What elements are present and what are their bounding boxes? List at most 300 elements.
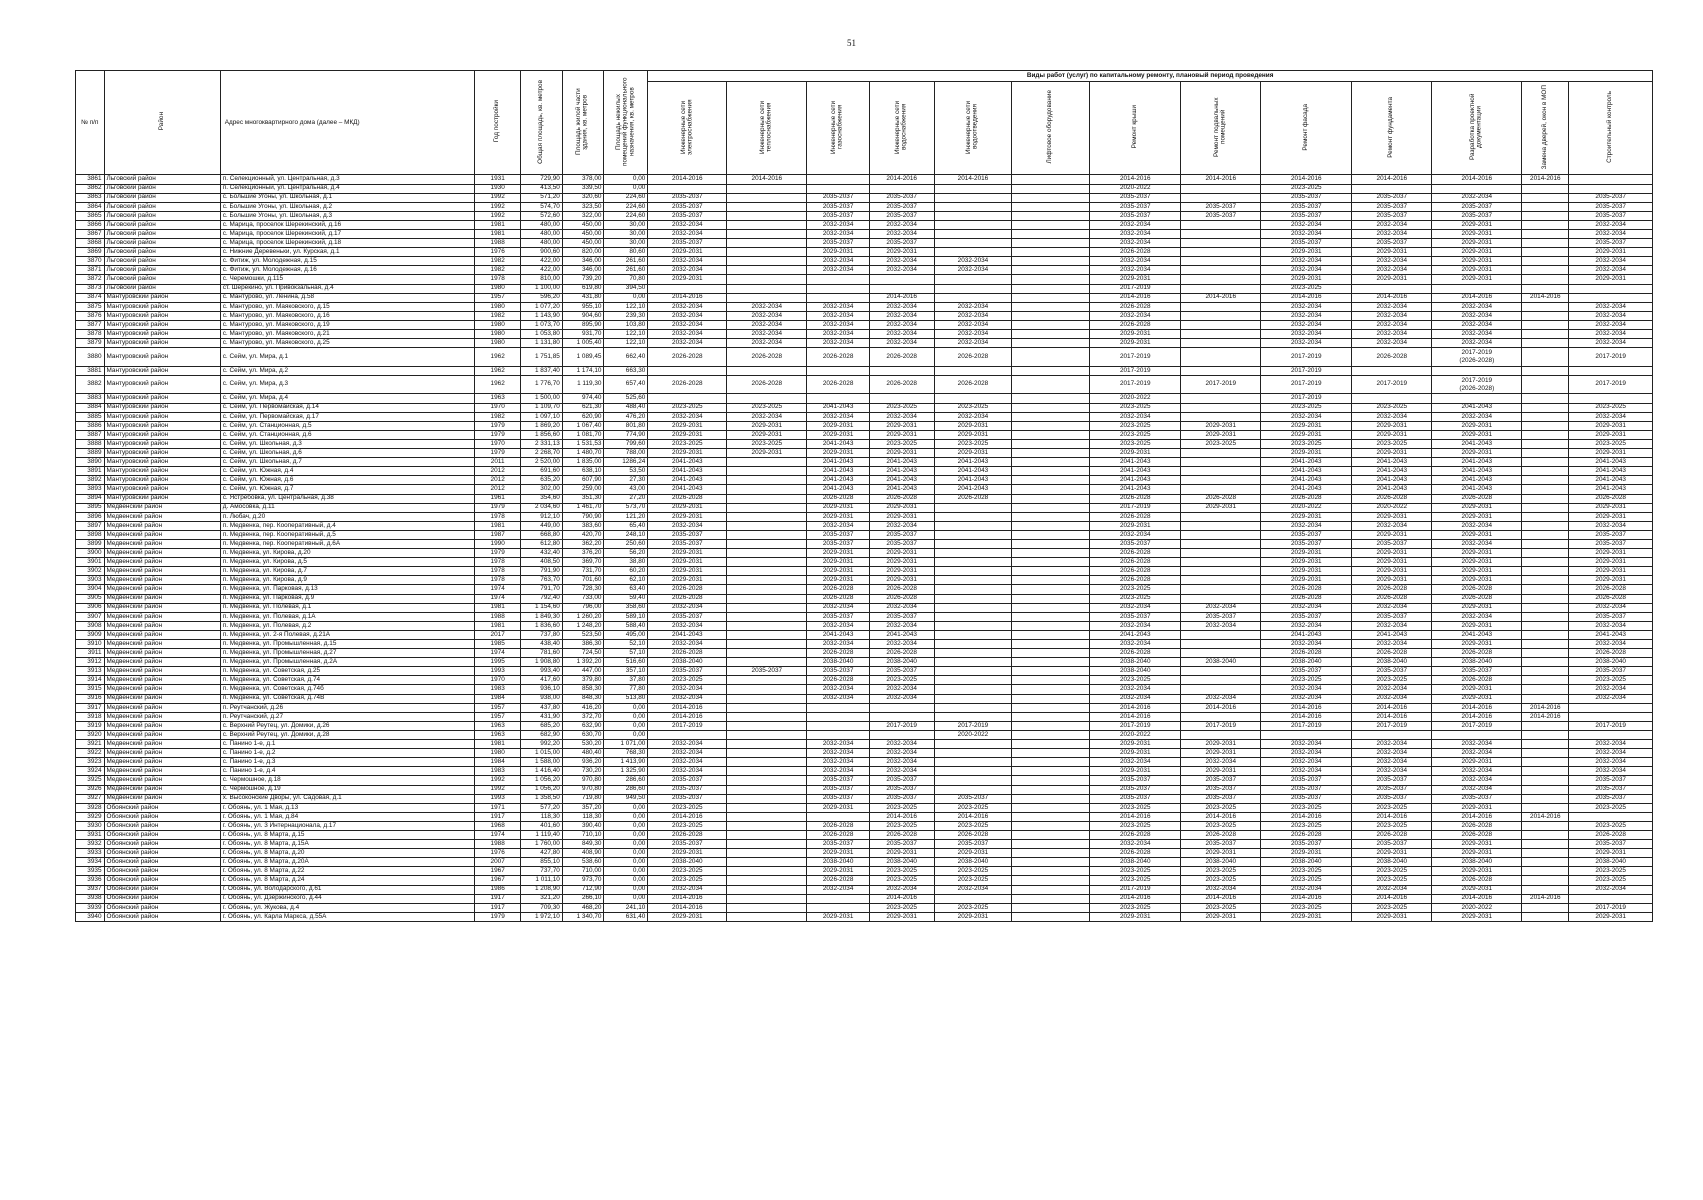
table-cell: 2014-2016 bbox=[1432, 293, 1522, 302]
table-cell: с. Марица, проселок Шерекинский, д.18 bbox=[220, 239, 474, 248]
table-cell: 2041-2043 bbox=[1432, 485, 1522, 494]
table-cell: 2029-2031 bbox=[1432, 867, 1522, 876]
table-cell: 2029-2031 bbox=[1432, 220, 1522, 229]
table-cell: Мантуровский район bbox=[104, 330, 220, 339]
table-cell bbox=[934, 512, 1012, 521]
table-cell bbox=[934, 685, 1012, 694]
table-cell: 1984 bbox=[475, 694, 521, 703]
table-cell: Медвенский район bbox=[104, 730, 220, 739]
table-cell: 2026-2028 bbox=[648, 494, 727, 503]
table-cell: 2032-2034 bbox=[807, 521, 870, 530]
table-cell: 657,40 bbox=[604, 375, 648, 394]
table-cell: 2035-2037 bbox=[1090, 776, 1181, 785]
table-cell bbox=[1522, 603, 1569, 612]
table-cell: г. Обоянь, ул. 8 Марта, д.22 bbox=[220, 867, 474, 876]
table-cell bbox=[1012, 649, 1090, 658]
table-cell: 3906 bbox=[76, 603, 105, 612]
table-cell: 1 005,40 bbox=[562, 339, 604, 348]
table-cell: 2032-2034 bbox=[869, 767, 934, 776]
table-cell: 2029-2031 bbox=[1569, 912, 1653, 921]
table-cell: 30,00 bbox=[604, 229, 648, 238]
table-cell: 2035-2037 bbox=[807, 785, 870, 794]
table-cell: Льговский район bbox=[104, 284, 220, 293]
header-year-label: Год постройки bbox=[493, 100, 501, 143]
table-cell bbox=[1181, 275, 1261, 284]
table-cell: 2032-2034 bbox=[1352, 685, 1432, 694]
table-cell bbox=[727, 621, 807, 630]
table-cell: 2029-2031 bbox=[727, 421, 807, 430]
table-cell: 2023-2025 bbox=[1569, 867, 1653, 876]
table-cell: 2035-2037 bbox=[648, 211, 727, 220]
table-cell: с. Панино 1-е, д.3 bbox=[220, 758, 474, 767]
table-cell: 2026-2028 bbox=[1090, 494, 1181, 503]
table-cell: 2041-2043 bbox=[934, 476, 1012, 485]
table-cell: Обоянский район bbox=[104, 830, 220, 839]
table-cell: Мантуровский район bbox=[104, 348, 220, 367]
header-work-type bbox=[1432, 82, 1522, 175]
table-cell: 2032-2034 bbox=[934, 266, 1012, 275]
table-cell bbox=[1522, 676, 1569, 685]
table-cell: 2017-2019 bbox=[648, 721, 727, 730]
table-cell: 2029-2031 bbox=[1432, 248, 1522, 257]
table-cell: 2014-2016 bbox=[1261, 703, 1352, 712]
table-cell: 2029-2031 bbox=[1569, 549, 1653, 558]
table-cell: с. Сейм, ул. Первомайская, д.14 bbox=[220, 403, 474, 412]
table-cell: 2035-2037 bbox=[1569, 202, 1653, 211]
table-cell: 1978 bbox=[475, 512, 521, 521]
table-cell: 2029-2031 bbox=[1090, 521, 1181, 530]
table-cell: Медвенский район bbox=[104, 585, 220, 594]
table-cell bbox=[1012, 885, 1090, 894]
table-cell bbox=[1012, 302, 1090, 311]
header-work-type-label: Разработка проектной документации bbox=[1469, 93, 1483, 161]
table-cell: 2026-2028 bbox=[1261, 830, 1352, 839]
table-cell: с. Мантурово, ул. Маяковского, д.19 bbox=[220, 320, 474, 329]
table-cell: 2035-2037 bbox=[648, 667, 727, 676]
table-cell: 224,60 bbox=[604, 211, 648, 220]
table-cell: Мантуровский район bbox=[104, 412, 220, 421]
table-cell: 2029-2031 bbox=[1261, 558, 1352, 567]
table-cell: 2032-2034 bbox=[727, 412, 807, 421]
table-cell: 2026-2028 bbox=[1090, 567, 1181, 576]
table-cell: 2029-2031 bbox=[1090, 339, 1181, 348]
table-cell: Обоянский район bbox=[104, 812, 220, 821]
table-cell: 3862 bbox=[76, 184, 105, 193]
table-cell: 2035-2037 bbox=[1261, 612, 1352, 621]
table-cell bbox=[648, 394, 727, 403]
table-cell: 2032-2034 bbox=[807, 758, 870, 767]
table-cell: 691,60 bbox=[521, 467, 563, 476]
table-cell bbox=[1569, 293, 1653, 302]
table-cell: 2026-2028 bbox=[934, 830, 1012, 839]
table-cell: 468,20 bbox=[562, 903, 604, 912]
table-cell: 339,50 bbox=[562, 184, 604, 193]
table-cell bbox=[1569, 175, 1653, 184]
table-cell: 2041-2043 bbox=[648, 458, 727, 467]
table-cell: 2029-2031 bbox=[869, 549, 934, 558]
table-cell bbox=[934, 239, 1012, 248]
table-cell: 2026-2028 bbox=[648, 649, 727, 658]
table-row bbox=[76, 640, 1653, 649]
table-cell: Мантуровский район bbox=[104, 449, 220, 458]
table-cell: Медвенский район bbox=[104, 530, 220, 539]
table-cell bbox=[1012, 612, 1090, 621]
table-cell: 103,80 bbox=[604, 320, 648, 329]
table-cell bbox=[934, 630, 1012, 639]
table-row bbox=[76, 867, 1653, 876]
table-cell bbox=[1522, 903, 1569, 912]
table-cell: 2035-2037 bbox=[869, 239, 934, 248]
table-cell: 1963 bbox=[475, 394, 521, 403]
table-cell: 2032-2034 bbox=[1569, 740, 1653, 749]
table-cell: Льговский район bbox=[104, 229, 220, 238]
table-cell: 3907 bbox=[76, 612, 105, 621]
table-cell: 2023-2025 bbox=[1261, 867, 1352, 876]
table-cell: с. Марица, проселок Шерекинский, д.16 bbox=[220, 220, 474, 229]
table-cell: 2029-2031 bbox=[1569, 449, 1653, 458]
header-work-type-label: Ремонт крыши bbox=[1130, 105, 1138, 149]
table-cell: 2029-2031 bbox=[1432, 257, 1522, 266]
table-cell: 2029-2031 bbox=[1352, 248, 1432, 257]
table-cell bbox=[1181, 576, 1261, 585]
table-cell bbox=[727, 366, 807, 375]
table-cell: 2017-2019 bbox=[1090, 366, 1181, 375]
table-cell bbox=[1181, 348, 1261, 367]
table-cell: 2032-2034 bbox=[1261, 694, 1352, 703]
table-cell: 2035-2037 bbox=[648, 530, 727, 539]
table-cell: Медвенский район bbox=[104, 712, 220, 721]
table-cell bbox=[1012, 849, 1090, 858]
table-cell: 2020-2022 bbox=[1432, 903, 1522, 912]
table-cell bbox=[727, 803, 807, 812]
table-cell: 2035-2037 bbox=[648, 202, 727, 211]
table-cell: 3910 bbox=[76, 640, 105, 649]
table-cell: с. Панино 1-е, д.4 bbox=[220, 767, 474, 776]
table-cell: п. Медвенка, ул. Кирова, д.9 bbox=[220, 576, 474, 585]
table-cell: 2014-2016 bbox=[1352, 175, 1432, 184]
table-cell: п. Селекционный, ул. Центральная, д.4 bbox=[220, 184, 474, 193]
table-cell: 2035-2037 bbox=[648, 776, 727, 785]
table-cell: Льговский район bbox=[104, 202, 220, 211]
table-cell: 574,70 bbox=[521, 202, 563, 211]
table-cell: 781,60 bbox=[521, 649, 563, 658]
table-cell: с. Большие Угоны, ул. Школьная, д.3 bbox=[220, 211, 474, 220]
table-cell: 2035-2037 bbox=[869, 785, 934, 794]
table-cell: 2035-2037 bbox=[1090, 794, 1181, 803]
table-cell: 2032-2034 bbox=[807, 685, 870, 694]
table-cell bbox=[1181, 640, 1261, 649]
table-cell bbox=[1012, 430, 1090, 439]
table-cell: с. Сейм, ул. Школьная, д.6 bbox=[220, 449, 474, 458]
table-cell bbox=[1522, 912, 1569, 921]
table-cell: 3894 bbox=[76, 494, 105, 503]
table-cell: 2026-2028 bbox=[807, 348, 870, 367]
table-cell bbox=[1181, 257, 1261, 266]
table-cell: 632,90 bbox=[562, 721, 604, 730]
table-cell: 2014-2016 bbox=[648, 293, 727, 302]
table-row bbox=[76, 803, 1653, 812]
table-cell bbox=[934, 549, 1012, 558]
table-cell: 2032-2034 bbox=[648, 220, 727, 229]
table-cell: 1 248,20 bbox=[562, 621, 604, 630]
table-cell: 2014-2016 bbox=[648, 894, 727, 903]
table-cell: 2041-2043 bbox=[1090, 458, 1181, 467]
table-cell bbox=[1012, 667, 1090, 676]
table-cell: 2017-2019 bbox=[1432, 721, 1522, 730]
table-cell bbox=[1012, 403, 1090, 412]
table-cell: 248,10 bbox=[604, 530, 648, 539]
table-cell bbox=[1012, 485, 1090, 494]
table-cell: 2023-2025 bbox=[1090, 821, 1181, 830]
table-cell bbox=[1522, 494, 1569, 503]
table-cell: 2032-2034 bbox=[1090, 412, 1181, 421]
table-cell bbox=[1522, 867, 1569, 876]
table-cell: Медвенский район bbox=[104, 521, 220, 530]
table-cell: 1984 bbox=[475, 758, 521, 767]
table-row bbox=[76, 658, 1653, 667]
table-cell: 2032-2034 bbox=[1261, 767, 1352, 776]
table-cell: 2026-2028 bbox=[1261, 649, 1352, 658]
table-cell: 2029-2031 bbox=[1261, 248, 1352, 257]
table-cell: Медвенский район bbox=[104, 649, 220, 658]
table-cell: с. Фитиж, ул. Молодежная, д.15 bbox=[220, 257, 474, 266]
table-cell: 2032-2034 bbox=[1432, 521, 1522, 530]
table-cell: 3905 bbox=[76, 594, 105, 603]
table-cell: 2041-2043 bbox=[934, 458, 1012, 467]
table-cell: 2023-2025 bbox=[1261, 439, 1352, 448]
table-cell bbox=[727, 539, 807, 548]
table-cell: 2032-2034 bbox=[1352, 302, 1432, 311]
table-cell: п. Медвенка, ул. Кирова, д.20 bbox=[220, 549, 474, 558]
table-cell: с. Панино 1-е, д.1 bbox=[220, 740, 474, 749]
table-cell: Мантуровский район bbox=[104, 439, 220, 448]
table-cell: г. Обоянь, ул. 1 Мая, д.13 bbox=[220, 803, 474, 812]
table-cell: 2029-2031 bbox=[1432, 640, 1522, 649]
table-cell bbox=[1012, 175, 1090, 184]
table-cell bbox=[1522, 776, 1569, 785]
table-cell: Медвенский район bbox=[104, 767, 220, 776]
table-cell: 638,10 bbox=[562, 467, 604, 476]
table-cell bbox=[1352, 366, 1432, 375]
table-cell bbox=[1522, 449, 1569, 458]
table-cell bbox=[1012, 248, 1090, 257]
table-cell: 320,60 bbox=[562, 193, 604, 202]
table-cell: 2014-2016 bbox=[1352, 812, 1432, 821]
table-cell: 938,00 bbox=[521, 694, 563, 703]
table-cell: 261,60 bbox=[604, 257, 648, 266]
table-cell bbox=[1012, 603, 1090, 612]
table-cell: 596,20 bbox=[521, 293, 563, 302]
table-cell bbox=[1522, 257, 1569, 266]
table-cell: п. Медвенка, ул. Полевая, д.2 bbox=[220, 621, 474, 630]
table-cell: 2041-2043 bbox=[1432, 403, 1522, 412]
table-cell: Мантуровский район bbox=[104, 311, 220, 320]
table-cell: 516,60 bbox=[604, 658, 648, 667]
table-cell: 1 837,40 bbox=[521, 366, 563, 375]
table-cell: 2032-2034 bbox=[869, 621, 934, 630]
table-cell bbox=[1181, 248, 1261, 257]
table-cell: 2014-2016 bbox=[1261, 712, 1352, 721]
table-cell bbox=[869, 394, 934, 403]
table-cell: 3898 bbox=[76, 530, 105, 539]
header-work-type bbox=[727, 82, 807, 175]
table-cell: 354,60 bbox=[521, 494, 563, 503]
table-cell: 302,00 bbox=[521, 485, 563, 494]
table-cell bbox=[934, 184, 1012, 193]
table-cell bbox=[807, 703, 870, 712]
table-cell: 1 500,00 bbox=[521, 394, 563, 403]
table-cell: 619,80 bbox=[562, 284, 604, 293]
table-cell bbox=[1522, 885, 1569, 894]
table-cell: 2032-2034 bbox=[727, 339, 807, 348]
table-cell: Льговский район bbox=[104, 266, 220, 275]
table-cell: 2035-2037 bbox=[1432, 667, 1522, 676]
table-cell bbox=[727, 894, 807, 903]
table-cell: 2023-2025 bbox=[869, 676, 934, 685]
table-cell: 2032-2034 bbox=[934, 257, 1012, 266]
table-cell bbox=[1522, 740, 1569, 749]
table-cell: 1982 bbox=[475, 412, 521, 421]
table-cell: 2029-2031 bbox=[1181, 430, 1261, 439]
table-cell: х. Высоконские Дворы, ул. Садовая, д.1 bbox=[220, 794, 474, 803]
table-cell: Медвенский район bbox=[104, 749, 220, 758]
table-cell: 286,60 bbox=[604, 776, 648, 785]
table-cell: 3866 bbox=[76, 220, 105, 229]
table-cell: 2038-2040 bbox=[648, 858, 727, 867]
table-cell bbox=[1181, 649, 1261, 658]
table-cell bbox=[807, 721, 870, 730]
table-cell bbox=[1181, 220, 1261, 229]
table-cell: п. Медвенка, пер. Кооперативный, д.4 bbox=[220, 521, 474, 530]
table-cell: 2041-2043 bbox=[1261, 485, 1352, 494]
table-cell: 912,10 bbox=[521, 512, 563, 521]
table-cell: 2032-2034 bbox=[1261, 603, 1352, 612]
table-cell bbox=[1181, 366, 1261, 375]
table-cell bbox=[727, 912, 807, 921]
table-cell: с. Большие Угоны, ул. Школьная, д.2 bbox=[220, 202, 474, 211]
table-cell: 2029-2031 bbox=[648, 912, 727, 921]
table-cell: 2023-2025 bbox=[869, 876, 934, 885]
table-cell bbox=[1012, 193, 1090, 202]
table-cell: 2023-2025 bbox=[1090, 430, 1181, 439]
table-cell: 2035-2037 bbox=[1569, 612, 1653, 621]
table-cell: 3925 bbox=[76, 776, 105, 785]
table-cell: 2032-2034 bbox=[727, 330, 807, 339]
table-cell: 1980 bbox=[475, 284, 521, 293]
table-cell: 970,80 bbox=[562, 785, 604, 794]
header-nonres-area bbox=[604, 71, 648, 175]
table-cell: 936,10 bbox=[521, 685, 563, 694]
table-cell: 447,00 bbox=[562, 667, 604, 676]
table-cell: 1 325,90 bbox=[604, 767, 648, 776]
table-cell bbox=[1569, 394, 1653, 403]
table-cell: 2029-2031 bbox=[1432, 685, 1522, 694]
table-cell bbox=[727, 567, 807, 576]
table-cell: 2014-2016 bbox=[1261, 812, 1352, 821]
table-cell bbox=[727, 867, 807, 876]
table-cell: 2023-2025 bbox=[1352, 803, 1432, 812]
table-row bbox=[76, 785, 1653, 794]
table-cell: 2029-2031 bbox=[1352, 912, 1432, 921]
table-cell: 2023-2025 bbox=[1181, 821, 1261, 830]
table-cell: 2029-2031 bbox=[1090, 330, 1181, 339]
table-cell: 2032-2034 bbox=[648, 767, 727, 776]
table-cell: 2029-2031 bbox=[1432, 621, 1522, 630]
table-cell: 2014-2016 bbox=[1181, 293, 1261, 302]
table-cell: Медвенский район bbox=[104, 703, 220, 712]
table-cell bbox=[727, 284, 807, 293]
table-cell bbox=[1522, 339, 1569, 348]
table-cell: 1968 bbox=[475, 821, 521, 830]
table-cell: 1979 bbox=[475, 912, 521, 921]
table-cell: 2026-2028 bbox=[869, 649, 934, 658]
table-cell: Льговский район bbox=[104, 239, 220, 248]
table-cell: 635,20 bbox=[521, 476, 563, 485]
table-cell: 1 077,20 bbox=[521, 302, 563, 311]
table-cell bbox=[934, 712, 1012, 721]
table-row bbox=[76, 449, 1653, 458]
table-cell: 2023-2025 bbox=[869, 439, 934, 448]
table-cell: 2026-2028 bbox=[807, 585, 870, 594]
table-cell: 2026-2028 bbox=[1352, 594, 1432, 603]
table-cell: 2032-2034 bbox=[1090, 266, 1181, 275]
table-cell: 1 836,60 bbox=[521, 621, 563, 630]
table-cell: 2023-2025 bbox=[648, 803, 727, 812]
table-cell: п. Реутчанский, д.26 bbox=[220, 703, 474, 712]
table-cell: 2035-2037 bbox=[648, 612, 727, 621]
table-cell bbox=[727, 885, 807, 894]
table-cell bbox=[1522, 485, 1569, 494]
table-cell: 408,50 bbox=[521, 558, 563, 567]
table-cell: 0,00 bbox=[604, 175, 648, 184]
table-cell: 362,20 bbox=[562, 539, 604, 548]
table-cell: с. Сейм, ул. Мира, д.1 bbox=[220, 348, 474, 367]
table-cell: 2029-2031 bbox=[1261, 449, 1352, 458]
table-cell: 1988 bbox=[475, 840, 521, 849]
table-cell bbox=[1569, 812, 1653, 821]
table-cell: 3888 bbox=[76, 439, 105, 448]
table-cell: 2032-2034 bbox=[1261, 302, 1352, 311]
table-cell bbox=[1012, 830, 1090, 839]
table-cell: 2023-2025 bbox=[1352, 676, 1432, 685]
header-district bbox=[104, 71, 220, 175]
table-cell: г. Обоянь, ул. 8 Марта, д.24 bbox=[220, 876, 474, 885]
table-cell: 0,00 bbox=[604, 885, 648, 894]
table-cell: с. Сейм, ул. Школьная, д.7 bbox=[220, 458, 474, 467]
table-cell bbox=[1012, 366, 1090, 375]
table-cell: 3918 bbox=[76, 712, 105, 721]
table-cell: Медвенский район bbox=[104, 612, 220, 621]
table-cell: 2032-2034 bbox=[1261, 311, 1352, 320]
table-cell: 1981 bbox=[475, 521, 521, 530]
table-cell: 2041-2043 bbox=[1352, 485, 1432, 494]
table-cell: 3921 bbox=[76, 740, 105, 749]
table-cell: 2026-2028 bbox=[648, 585, 727, 594]
table-cell: 3914 bbox=[76, 676, 105, 685]
table-cell: 2032-2034 bbox=[1352, 330, 1432, 339]
table-cell: 2029-2031 bbox=[1432, 912, 1522, 921]
header-work-type bbox=[1352, 82, 1432, 175]
table-cell: 739,20 bbox=[562, 275, 604, 284]
table-cell: 2020-2022 bbox=[1090, 184, 1181, 193]
table-cell: 2023-2025 bbox=[1569, 676, 1653, 685]
table-cell: Льговский район bbox=[104, 257, 220, 266]
table-cell: 1 053,80 bbox=[521, 330, 563, 339]
table-cell: 2032-2034 bbox=[869, 521, 934, 530]
table-cell: 2032-2034 bbox=[1432, 785, 1522, 794]
table-cell: 2023-2025 bbox=[934, 903, 1012, 912]
table-cell: 3885 bbox=[76, 412, 105, 421]
